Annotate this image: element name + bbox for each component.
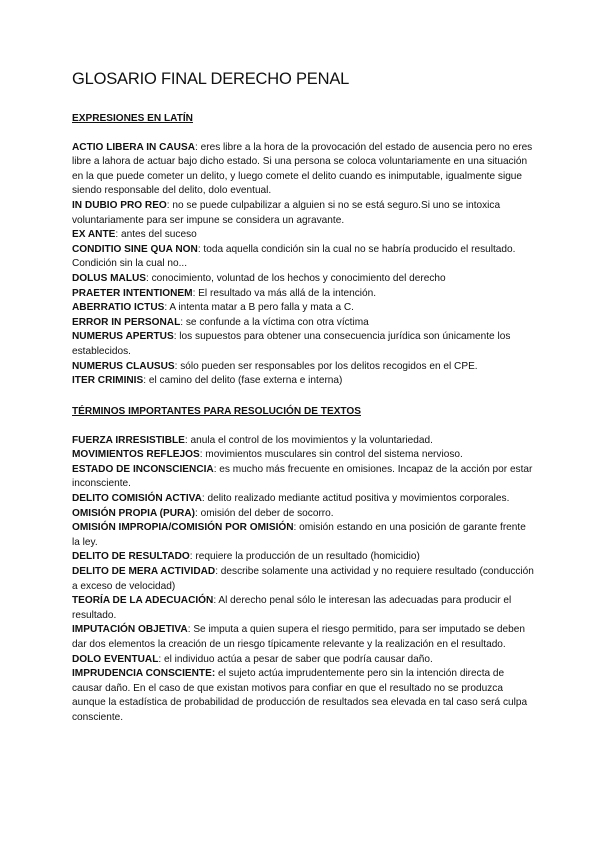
glossary-term: TEORÍA DE LA ADECUACIÓN [72,595,214,607]
glossary-definition: : los supuestos para obtener una consecuencia jurídica son únicamente los establecidos. [72,331,511,357]
glossary-term: DELITO DE MERA ACTIVIDAD [72,565,216,577]
glossary-entry [72,228,534,243]
glossary-definition: : A intenta matar a B pero falla y mata a C. [164,302,354,314]
glossary-entry [72,550,534,565]
glossary-definition: : Al derecho penal sólo le interesan las adecuadas para producir el resultado. [72,595,512,621]
glossary-term: NUMERUS CLAUSUS [72,360,175,372]
glossary-term: IN DUBIO PRO REO [72,199,167,211]
glossary-term: ERROR IN PERSONAL [72,316,181,328]
glossary-entry [72,653,534,668]
glossary-definition: : describe solamente una actividad y no requiere resultado (conducción a exceso de velocidad) [72,565,534,592]
glossary-definition: : es mucho más frecuente en omisiones. Incapaz de la acción por estar inconsciente. [72,463,533,490]
glossary-term: OMISIÓN PROPIA (PURA) [72,507,195,519]
glossary-term: DOLUS MALUS [72,272,147,284]
glossary-definition: : toda aquella condición sin la cual no se habría producido el resultado. Condición sin la cual no... [72,243,516,270]
glossary-term: ABERRATIO ICTUS [72,302,165,314]
glossary-definition: : El resultado va más allá de la intención. [192,287,377,299]
glossary-entry [72,360,534,375]
glossary-definition: : no se puede culpabilizar a alguien si no se está seguro.Si uno se intoxica voluntariamente para ser impune se considera un agravante. [72,199,501,226]
glossary-entry [72,565,534,594]
glossary-term: OMISIÓN IMPROPIA/COMISIÓN POR OMISIÓN [72,522,294,534]
glossary-term: CONDITIO SINE QUA NON [72,243,198,255]
section-important-terms [72,405,534,725]
glossary-entry [72,316,534,331]
glossary-entry [72,301,534,316]
glossary-definition: : requiere la producción de un resultado (homicidio) [189,551,420,563]
glossary-term: IMPRUDENCIA CONSCIENTE: [72,668,216,680]
section-latin-expressions [72,112,534,389]
glossary-entry [72,434,534,449]
document-title: GLOSARIO FINAL DERECHO PENAL [72,70,350,88]
glossary-definition: : el camino del delito (fase externa e interna) [143,375,343,387]
glossary-definition: : Se imputa a quien supera el riesgo permitido, para ser imputado se deben dar dos elementos la creación de un riesgo típicamente relevante y la realización en el resultado. [72,624,525,650]
glossary-entry [72,141,534,199]
glossary-entry [72,521,534,550]
glossary-entry [72,594,534,623]
glossary-definition: : anula el control de los movimientos y la voluntariedad. [184,434,433,446]
glossary-entry [72,330,534,359]
glossary-entry [72,374,534,389]
glossary-entry [72,199,534,228]
glossary-definition: : sólo pueden ser responsables por los delitos recogidos en el CPE. [174,360,478,372]
glossary-term: EX ANTE [72,229,116,241]
section-heading: TÉRMINOS IMPORTANTES PARA RESOLUCIÓN DE TEXTOS [72,406,361,417]
glossary-entry [72,463,534,492]
glossary-definition: : el individuo actúa a pesar de saber que podría causar daño. [158,653,433,665]
glossary-definition: el sujeto actúa imprudentemente pero sin la intención directa de causar daño. En el caso de que existan motivos para confiar en que el resultado no se produzca aunque la estadística de probabilidad de producción de resultados sea elevada en tal caso será culpa consciente. [72,668,528,723]
glossary-term: DELITO COMISIÓN ACTIVA [72,492,202,504]
glossary-definition: : movimientos musculares sin control del sistema nervioso. [199,449,463,461]
section-heading: EXPRESIONES EN LATÍN [72,113,193,124]
glossary-term: NUMERUS APERTUS [72,331,174,343]
glossary-entry [72,272,534,287]
glossary-term: ESTADO DE INCONSCIENCIA [72,463,214,475]
glossary-entry [72,623,534,652]
glossary-entry [72,287,534,302]
glossary-definition: : delito realizado mediante actitud positiva y movimientos corporales. [201,492,510,504]
glossary-definition: : conocimiento, voluntad de los hechos y conocimiento del derecho [146,272,446,284]
glossary-term: DOLO EVENTUAL [72,653,159,665]
glossary-entry [72,507,534,522]
glossary-definition: : omisión estando en una posición de garante frente la ley. [72,522,526,548]
glossary-definition: : se confunde a la víctima con otra víctima [180,316,369,328]
glossary-entry [72,448,534,463]
glossary-term: FUERZA IRRESISTIBLE [72,434,185,446]
glossary-term: IMPUTACIÓN OBJETIVA [72,624,188,636]
glossary-definition: : omisión del deber de socorro. [195,507,334,519]
glossary-term: MOVIMIENTOS REFLEJOS [72,449,200,461]
glossary-entry [72,492,534,507]
glossary-entry [72,243,534,272]
glossary-term: DELITO DE RESULTADO [72,551,190,563]
glossary-term: ACTIO LIBERA IN CAUSA [72,141,195,153]
glossary-term: ITER CRIMINIS [72,375,144,387]
glossary-entry [72,667,534,725]
glossary-term: PRAETER INTENTIONEM [72,287,193,299]
glossary-definition: : eres libre a la hora de la provocación del estado de ausencia pero no eres libre a lahora de actuar bajo dicho estado. Si una persona se coloca voluntariamente en una situación en la que puede cometer un delito, y luego comete el delito cuando es inimputable, igualmente sigue siendo responsable del delito, dolo eventual. [72,141,533,197]
glossary-definition: : antes del suceso [115,229,197,241]
